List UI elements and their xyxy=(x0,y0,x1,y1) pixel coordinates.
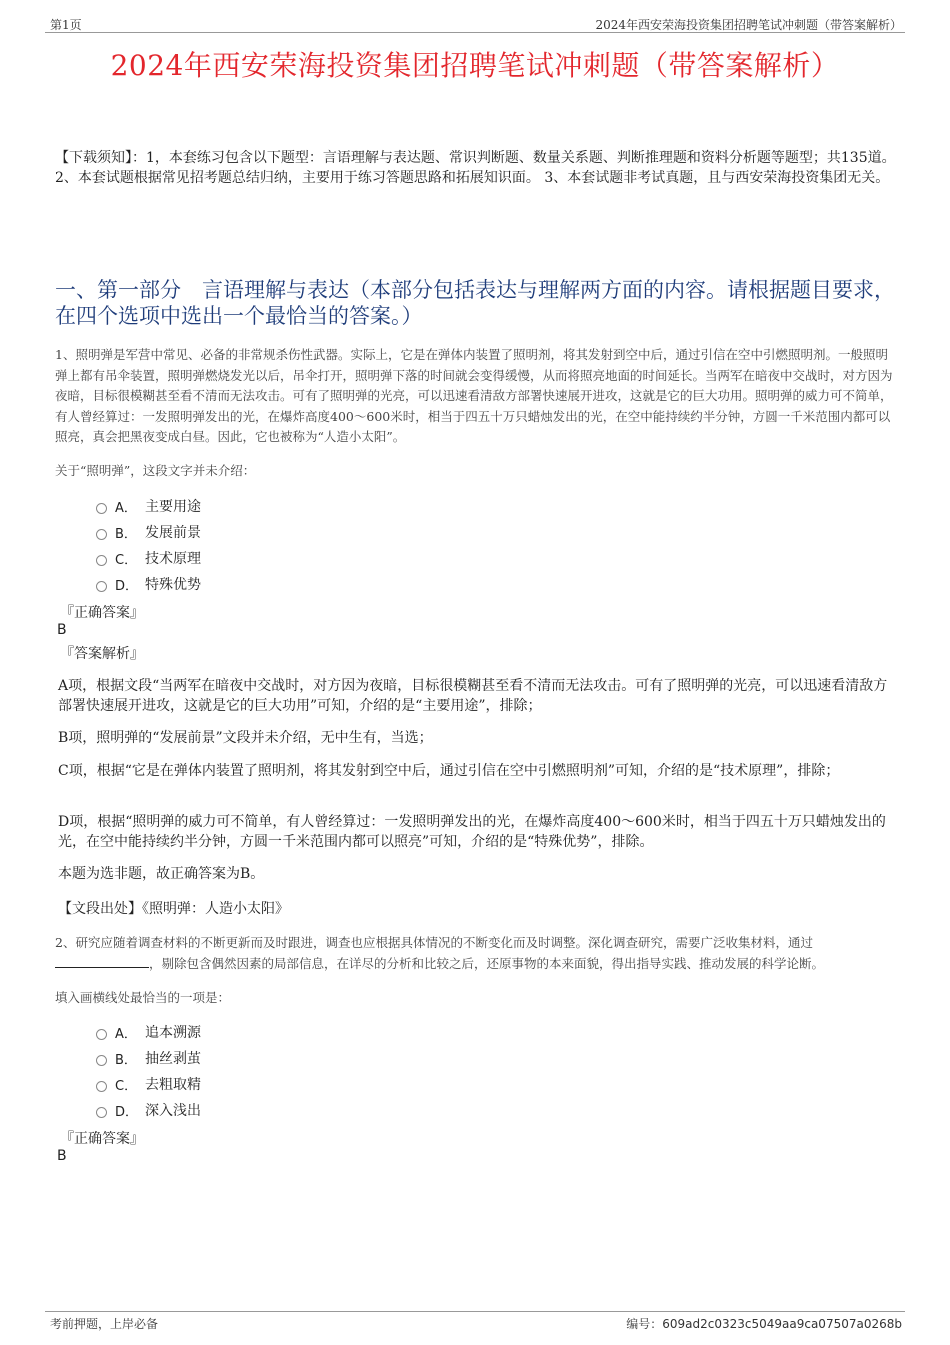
document-title: 2024年西安荣海投资集团招聘笔试冲刺题（带答案解析） xyxy=(110,49,840,82)
radio-icon[interactable] xyxy=(96,555,107,566)
radio-icon[interactable] xyxy=(96,1029,107,1040)
option-text: 抽丝剥茧 xyxy=(145,1051,201,1067)
q2-answer: B xyxy=(57,1148,67,1164)
q1-answer-label: 『正确答案』 xyxy=(60,605,144,621)
q1-source: 【文段出处】《照明弹：人造小太阳》 xyxy=(58,901,289,917)
download-notice: 【下载须知】：1，本套练习包含以下题型：言语理解与表达题、常识判断题、数量关系题、判断推理题和资料分析题等题型；共135道。 2、本套试题根据常见招考题总结归纳，主要用于练习答题思路和拓展知识面。 3、本套试题非考试真题，且与西安荣海投资集团无关。 xyxy=(55,150,896,186)
option-letter: A． xyxy=(115,500,137,516)
footer-code xyxy=(626,1315,902,1332)
q2-option-d[interactable] xyxy=(96,1100,201,1120)
q2-stem: 填入画横线处最恰当的一项是： xyxy=(55,990,231,1005)
option-letter: A． xyxy=(115,1026,137,1042)
q2-option-a[interactable] xyxy=(96,1022,201,1042)
option-text: 去粗取精 xyxy=(145,1077,201,1093)
q1-stem: 关于“照明弹”，这段文字并未介绍： xyxy=(55,463,256,478)
q1-passage: 1、照明弹是军营中常见、必备的非常规杀伤性武器。实际上，它是在弹体内装置了照明剂，将其发射到空中后，通过引信在空中引燃照明剂。一般照明弹上都有吊伞装置，照明弹燃烧发光以后，吊伞打开，照明弹下落的时间就会变得缓慢，从而将照亮地面的时间延长。当两军在暗夜中交战时，对方因为夜暗，目标很模糊甚至看不清而无法攻击。可有了照明弹的光亮，可以迅速看清敌方部署快速展开进攻，这就是它的巨大功用。照明弹的威力可不简单，有人曾经算过：一发照明弹发出的光，在爆炸高度400～600米时，相当于四五十万只蜡烛发出的光，在空中能持续约半分钟，方圆一千米范围内都可以照亮，真会把黑夜变成白昼。因此，它也被称为“人造小太阳”。 xyxy=(55,347,893,444)
radio-icon[interactable] xyxy=(96,1081,107,1092)
q2-option-b[interactable] xyxy=(96,1048,201,1068)
q1-analysis-c: C项，根据“它是在弹体内装置了照明剂，将其发射到空中后，通过引信在空中引燃照明剂”可知，介绍的是“技术原理”，排除； xyxy=(58,763,840,779)
footer-slogan: 考前押题，上岸必备 xyxy=(50,1317,159,1331)
option-letter: C． xyxy=(115,552,138,568)
q2-passage-before: 2、研究应随着调查材料的不断更新而及时跟进，调查也应根据具体情况的不断变化而及时调整。深化调查研究，需要广泛收集材料，通过 xyxy=(55,935,813,950)
option-text: 技术原理 xyxy=(145,551,201,567)
fill-in-blank xyxy=(55,955,149,968)
q1-option-d[interactable] xyxy=(96,574,201,594)
q1-analysis-b: B项，照明弹的“发展前景”文段并未介绍，无中生有，当选； xyxy=(58,730,433,746)
q1-conclusion: 本题为选非题，故正确答案为B。 xyxy=(58,866,265,882)
option-text: 追本溯源 xyxy=(145,1025,201,1041)
radio-icon[interactable] xyxy=(96,503,107,514)
q1-analysis-label: 『答案解析』 xyxy=(60,646,144,662)
option-letter: B． xyxy=(115,526,137,542)
header-divider xyxy=(45,32,905,33)
radio-icon[interactable] xyxy=(96,1107,107,1118)
q1-analysis-d: D项，根据“照明弹的威力可不简单，有人曾经算过：一发照明弹发出的光，在爆炸高度400～600米时，相当于四五十万只蜡烛发出的光，在空中能持续约半分钟，方圆一千米范围内都可以照亮”可知，介绍的是“特殊优势”，排除。 xyxy=(58,814,886,850)
option-letter: B． xyxy=(115,1052,137,1068)
option-letter: C． xyxy=(115,1078,138,1094)
option-letter: D． xyxy=(115,578,139,594)
footer-code-label: 编号： xyxy=(626,1317,663,1331)
q2-passage-after: ，剔除包含偶然因素的局部信息，在详尽的分析和比较之后，还原事物的本来面貌，得出指导实践、推动发展的科学论断。 xyxy=(149,955,825,971)
q2-passage xyxy=(55,933,897,974)
q1-option-b[interactable] xyxy=(96,522,201,542)
footer-code-value: 609ad2c0323c5049aa9ca07507a0268b xyxy=(662,1317,902,1331)
section-heading: 一、第一部分 言语理解与表达（本部分包括表达与理解两方面的内容。请根据题目要求，在四个选项中选出一个最恰当的答案。） xyxy=(55,278,895,328)
radio-icon[interactable] xyxy=(96,581,107,592)
q1-analysis-a: A项，根据文段“当两军在暗夜中交战时，对方因为夜暗，目标很模糊甚至看不清而无法攻击。可有了照明弹的光亮，可以迅速看清敌方部署快速展开进攻，这就是它的巨大功用”可知，介绍的是“主要用途”，排除； xyxy=(58,678,888,714)
q1-option-c[interactable] xyxy=(96,548,201,568)
header-page-number: 第1页 xyxy=(50,18,82,32)
radio-icon[interactable] xyxy=(96,1055,107,1066)
radio-icon[interactable] xyxy=(96,529,107,540)
q2-answer-label: 『正确答案』 xyxy=(60,1131,144,1147)
q1-answer: B xyxy=(57,622,67,638)
footer-divider xyxy=(45,1311,905,1312)
option-text: 主要用途 xyxy=(145,499,201,515)
option-text: 特殊优势 xyxy=(145,577,201,593)
option-text: 发展前景 xyxy=(145,525,201,541)
option-text: 深入浅出 xyxy=(145,1103,201,1119)
option-letter: D． xyxy=(115,1104,139,1120)
q1-option-a[interactable] xyxy=(96,496,201,516)
q2-option-c[interactable] xyxy=(96,1074,201,1094)
header-doc-title: 2024年西安荣海投资集团招聘笔试冲刺题（带答案解析） xyxy=(595,18,902,32)
